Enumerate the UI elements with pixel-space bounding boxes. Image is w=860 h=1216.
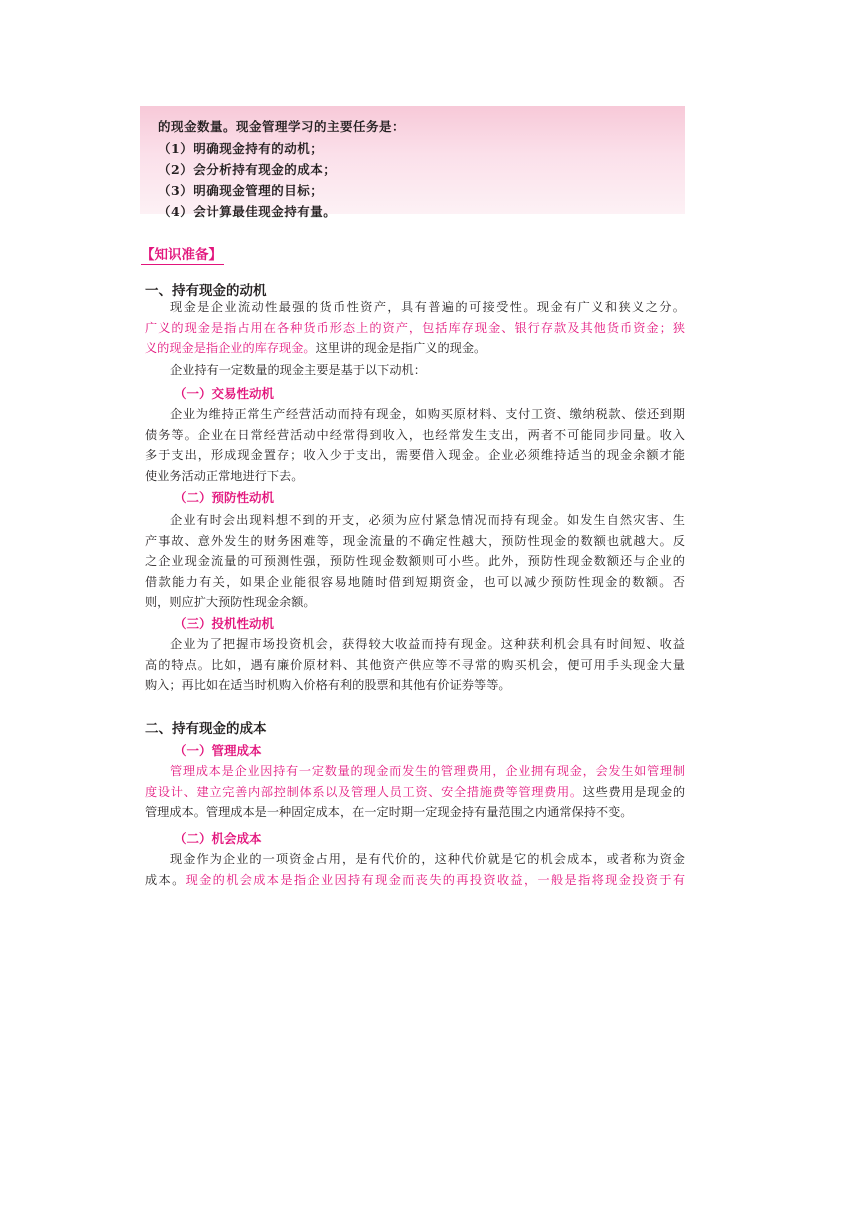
learning-tasks-box <box>140 106 685 219</box>
paragraph-motives-intro: 企业持有一定数量的现金主要是基于以下动机： <box>170 363 426 377</box>
subheading-transaction-motive: （一）交易性动机 <box>174 386 275 401</box>
text-line: 多于支出，形成现金置存；收入少于支出，需要借入现金。企业必须维持适当的现金余额才能 <box>145 448 685 462</box>
text-line: 现金是企业流动性最强的货币性资产，具有普遍的可接受性。现金有广义和狭义之分。 <box>170 300 685 314</box>
knowledge-prep-label: 【知识准备】 <box>141 247 222 263</box>
text-line-highlight: 管理成本是企业因持有一定数量的现金而发生的管理费用，企业拥有现金，会发生如管理制 <box>170 764 685 778</box>
task-item-4: （4）会计算最佳现金持有量。 <box>158 204 337 219</box>
text-line: 企业为了把握市场投资机会，获得较大收益而持有现金。这种获利机会具有时间短、收益 <box>170 637 685 651</box>
text-line: 债务等。企业在日常经营活动中经常得到收入，也经常发生支出，两者不可能同步同量。收入 <box>145 427 685 442</box>
subheading-management-cost: （一）管理成本 <box>174 743 262 758</box>
task-item-1: （1）明确现金持有的动机； <box>158 141 324 156</box>
task-item-3: （3）明确现金管理的目标； <box>158 183 324 198</box>
text-line <box>145 870 685 891</box>
text-line <box>145 338 685 359</box>
highlight-text: 现金的机会成本是指企业因持有现金而丧失的再投资收益，一般是指将现金投资于有 <box>185 872 686 887</box>
text-line: 企业为维持正常生产经营活动而持有现金，如购买原材料、支付工资、缴纳税款、偿还到期 <box>170 407 685 421</box>
paragraph-opportunity-cost <box>145 849 685 890</box>
paragraph-management-cost <box>145 761 685 823</box>
plain-text: 这些费用是现金的 <box>582 784 686 799</box>
text-line: 借款能力有关，如果企业能很容易地随时借到短期资金，也可以减少预防性现金的数额。否 <box>145 574 685 589</box>
text-line: 使业务活动正常地进行下去。 <box>145 468 304 483</box>
text-line: 企业有时会出现料想不到的开支，必须为应付紧急情况而持有现金。如发生自然灾害、生 <box>170 513 685 527</box>
section-heading-costs: 二、持有现金的成本 <box>145 721 267 737</box>
text-line: 之企业现金流量的可预测性强，预防性现金数额则可小些。此外，预防性现金数额还与企业的 <box>145 554 685 568</box>
text-line: 产事故、意外发生的财务困难等，现金流量的不确定性越大，预防性现金的数额也就越大。反 <box>145 533 685 548</box>
knowledge-prep-tag <box>141 243 222 263</box>
plain-text: 这里讲的现金是指广义的现金。 <box>315 341 487 355</box>
subheading-speculative-motive: （三）投机性动机 <box>174 616 275 631</box>
highlight-text: 义的现金是指企业的库存现金。 <box>145 341 316 355</box>
subheading-opportunity-cost: （二）机会成本 <box>174 831 262 846</box>
tag-underline <box>141 264 224 265</box>
text-line: 管理成本。管理成本是一种固定成本，在一定时期一定现金持有量范围之内通常保持不变。 <box>145 805 633 819</box>
text-line: 现金作为企业的一项资金占用，是有代价的，这种代价就是它的机会成本，或者称为资金 <box>170 852 685 866</box>
text-line: 购入；再比如在适当时机购入价格有利的股票和其他有价证券等等。 <box>145 678 511 692</box>
task-item-2: （2）会分析持有现金的成本； <box>158 162 337 177</box>
highlight-text: 度设计、建立完善内部控制体系以及管理人员工资、安全措施费等管理费用。 <box>145 784 583 799</box>
text-line: 高的特点。比如，遇有廉价原材料、其他资产供应等不寻常的购买机会，便可用手头现金大量 <box>145 657 685 672</box>
text-line <box>145 782 685 803</box>
paragraph-cash-definition <box>145 297 685 359</box>
text-line: 则，则应扩大预防性现金余额。 <box>145 595 316 609</box>
paragraph-transaction-motive <box>145 404 685 486</box>
paragraph-speculative-motive <box>145 634 685 696</box>
subheading-precautionary-motive: （二）预防性动机 <box>174 490 275 505</box>
section-heading-motives: 一、持有现金的动机 <box>145 283 267 299</box>
text-line-highlight: 广义的现金是指占用在各种货币形态上的资产，包括库存现金、银行存款及其他货币资金；狭 <box>145 320 685 335</box>
paragraph-precautionary-motive <box>145 510 685 613</box>
task-intro: 的现金数量。现金管理学习的主要任务是： <box>158 119 406 134</box>
plain-text: 成本。 <box>145 872 186 887</box>
